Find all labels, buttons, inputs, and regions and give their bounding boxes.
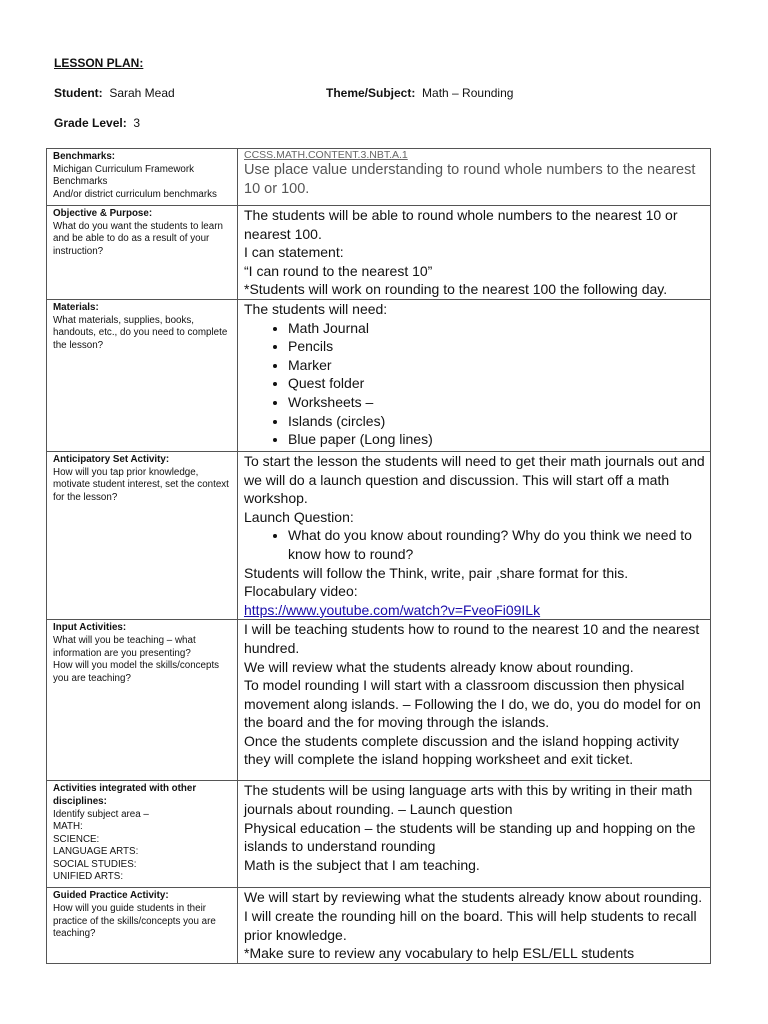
benchmarks-desc-1: Michigan Curriculum Framework Benchmarks (53, 163, 194, 188)
list-item: • Worksheets – (288, 393, 706, 412)
integrated-desc: SCIENCE: (53, 833, 100, 845)
video-link[interactable]: https://www.youtube.com/watch?v=FveoFi09ILk (244, 601, 541, 618)
theme-label: Theme/Subject: (326, 86, 416, 100)
theme-value: Math – Rounding (422, 86, 514, 100)
student-value: Sarah Mead (109, 86, 175, 100)
table-row-guided (47, 888, 711, 963)
input-title: Input Activities: (53, 622, 127, 634)
input-line: We will review what the students already know about rounding. (244, 658, 634, 675)
input-line: To model rounding I will start with a classroom discussion then physical movement along islands. – Following the I do, we do, you do model for on the board and the for moving through the islands. (244, 677, 701, 731)
list-item: • Math Journal (288, 319, 706, 338)
benchmarks-content-cell (238, 149, 711, 206)
anticipatory-format: Students will follow the Think, write, pair ,share format for this. (244, 564, 629, 581)
list-item: • Islands (circles) (288, 412, 706, 431)
objective-line: I can statement: (244, 244, 344, 261)
input-desc-1: What will you be teaching – what information are you presenting? (53, 634, 196, 659)
grade-label: Grade Level: (54, 116, 127, 130)
objective-title: Objective & Purpose: (53, 208, 153, 219)
standard-code-link[interactable]: CCSS.MATH.CONTENT.3.NBT.A.1 (244, 149, 408, 161)
integrated-desc: MATH: (53, 821, 83, 833)
integrated-label-cell (47, 781, 238, 888)
list-item: • Quest folder (288, 374, 706, 393)
input-line: Once the students complete discussion and the island hopping activity they will complete the island hopping worksheet and exit ticket. (244, 732, 680, 768)
objective-line: The students will be able to round whole numbers to the nearest 10 or nearest 100. (244, 207, 678, 242)
theme-field (326, 86, 513, 100)
list-item: • What do you know about rounding? Why do you think we need to know how to round? (288, 526, 706, 563)
list-item: • Marker (288, 356, 706, 375)
integrated-line: The students will be using language arts with this by writing in their math journals about rounding. – Launch question (244, 782, 693, 817)
materials-title: Materials: (53, 301, 99, 313)
table-row-anticipatory (47, 451, 711, 619)
integrated-title: Activities integrated with other disciplines: (53, 783, 197, 807)
launch-question-label: Launch Question: (244, 508, 354, 525)
guided-content-cell (238, 888, 711, 963)
integrated-desc: SOCIAL STUDIES: (53, 858, 137, 870)
list-item: • Pencils (288, 337, 706, 356)
objective-label-cell (47, 206, 238, 300)
anticipatory-content-cell (238, 451, 711, 619)
anticipatory-paragraph: To start the lesson the students will need to get their math journals out and we will do a launch question and discussion. This will start off a math workshop. (244, 452, 705, 507)
materials-desc: What materials, supplies, books, handouts, etc., do you need to complete the lesson? (53, 314, 228, 351)
guided-line: We will start by reviewing what the students already know about rounding. I will create the rounding hill on the board. This will help students to recall prior knowledge. (244, 889, 703, 943)
integrated-line: Math is the subject that I am teaching. (244, 856, 480, 873)
integrated-desc: UNIFIED ARTS: (53, 871, 124, 883)
grade-value: 3 (133, 116, 141, 130)
benchmarks-desc-2: And/or district curriculum benchmarks (53, 188, 217, 200)
table-row-materials (47, 299, 711, 451)
student-field (54, 86, 175, 100)
input-line: I will be teaching students how to round to the nearest 10 and the nearest hundred. (244, 621, 700, 656)
guided-desc: How will you guide students in their practice of the skills/concepts you are teaching? (53, 902, 216, 940)
integrated-line: Physical education – the students will be standing up and hopping on the islands to understand rounding (244, 819, 696, 855)
benchmarks-title: Benchmarks: (53, 151, 116, 162)
input-content-cell (238, 620, 711, 781)
materials-content-cell (238, 299, 711, 451)
objective-line: *Students will work on rounding to the nearest 100 the following day. (244, 281, 668, 298)
anticipatory-title: Anticipatory Set Activity: (53, 453, 170, 465)
anticipatory-desc: How will you tap prior knowledge, motivate student interest, set the context for the lesson? (53, 466, 229, 503)
video-label: Flocabulary video: (244, 583, 358, 600)
integrated-desc: Identify subject area – (53, 808, 149, 820)
guided-line: *Make sure to review any vocabulary to help ESL/ELL students (244, 945, 635, 962)
table-row-objective (47, 206, 711, 300)
list-item: • Blue paper (Long lines) (288, 430, 706, 449)
materials-list (244, 319, 706, 449)
materials-intro: The students will need: (244, 300, 388, 317)
standard-text: Use place value understanding to round whole numbers to the nearest 10 or 100. (244, 162, 696, 197)
objective-desc: What do you want the students to learn and be able to do as a result of your instruction? (53, 220, 223, 257)
objective-content-cell (238, 206, 711, 300)
table-row-integrated (47, 781, 711, 888)
integrated-desc: LANGUAGE ARTS: (53, 846, 139, 858)
anticipatory-label-cell (47, 451, 238, 619)
table-row-benchmarks (47, 149, 711, 206)
integrated-content-cell (238, 781, 711, 888)
launch-question-list (244, 526, 706, 563)
benchmarks-label-cell (47, 149, 238, 206)
student-label: Student: (54, 86, 103, 100)
guided-label-cell (47, 888, 238, 963)
grade-field (54, 116, 140, 130)
guided-title: Guided Practice Activity: (53, 890, 169, 902)
input-desc-2: How will you model the skills/concepts you are teaching? (53, 660, 220, 684)
lesson-plan-title: LESSON PLAN: (54, 56, 144, 70)
lesson-plan-table (46, 148, 711, 964)
input-label-cell (47, 620, 238, 781)
objective-line: “I can round to the nearest 10” (244, 262, 433, 279)
materials-label-cell (47, 299, 238, 451)
table-row-input (47, 620, 711, 781)
